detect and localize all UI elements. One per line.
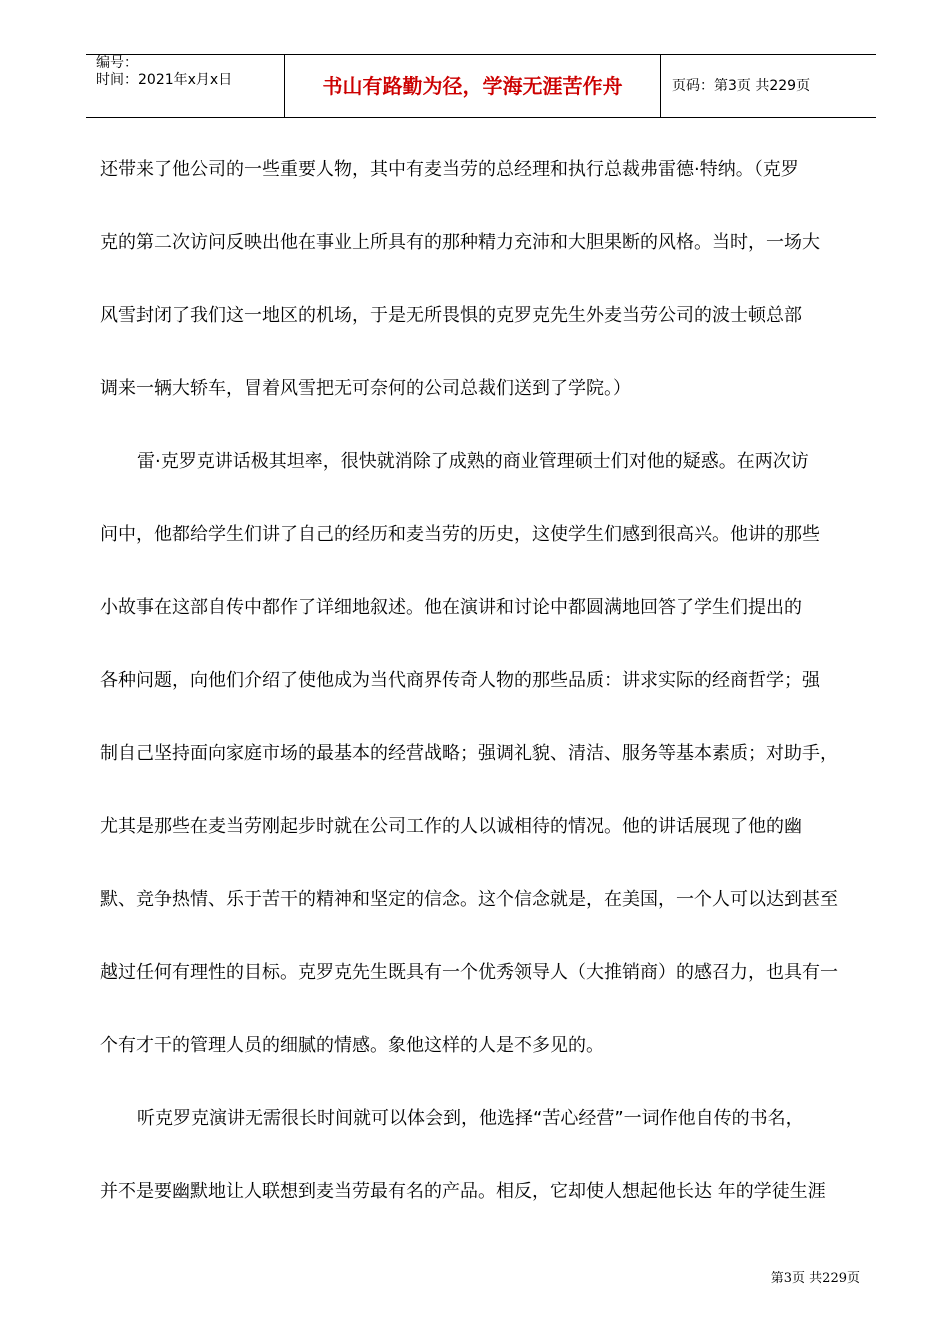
document-time-label: 时间：2021年x月x日 bbox=[96, 72, 233, 88]
header-meta bbox=[96, 55, 232, 89]
paragraph-first-line: 听克罗克演讲无需很长时间就可以体会到，他选择“苦心经营”一词作他自传的书名， bbox=[137, 1108, 804, 1129]
text-line: 各种问题，向他们介绍了使他成为当代商界传奇人物的那些品质：讲求实际的经商哲学；强 bbox=[100, 670, 820, 691]
document-number-label: 编号： bbox=[96, 55, 138, 71]
header-page-info: 页码：第3页 共229页 bbox=[672, 78, 811, 94]
text-line: 尤其是那些在麦当劳刚起步时就在公司工作的人以诚相待的情况。他的讲话展现了他的幽 bbox=[100, 816, 802, 837]
footer-page-number: 第3页 共229页 bbox=[770, 1271, 860, 1286]
text-line: 风雪封闭了我们这一地区的机场，于是无所畏惧的克罗克先生外麦当劳公司的波士顿总部 bbox=[100, 305, 802, 326]
page-header bbox=[86, 54, 876, 118]
document-body bbox=[100, 150, 860, 1245]
text-line: 问中，他都给学生们讲了自己的经历和麦当劳的历史，这使学生们感到很高兴。他讲的那些 bbox=[100, 524, 820, 545]
text-line: 并不是要幽默地让人联想到麦当劳最有名的产品。相反，它却使人想起他长达 年的学徒生涯 bbox=[100, 1181, 826, 1202]
text-line: 默、竞争热情、乐于苦干的精神和坚定的信念。这个信念就是，在美国，一个人可以达到甚至 bbox=[100, 889, 838, 910]
text-line: 制自己坚持面向家庭市场的最基本的经营战略；强调礼貌、清洁、服务等基本素质；对助手， bbox=[100, 743, 838, 764]
text-line: 克的第二次访问反映出他在事业上所具有的那种精力充沛和大胆果断的风格。当时，一场大 bbox=[100, 232, 820, 253]
paragraph-first-line: 雷·克罗克讲话极其坦率，很快就消除了成熟的商业管理硕士们对他的疑惑。在两次访 bbox=[137, 451, 809, 472]
text-line: 越过任何有理性的目标。克罗克先生既具有一个优秀领导人（大推销商）的感召力，也具有一 bbox=[100, 962, 838, 983]
text-line: 个有才干的管理人员的细腻的情感。象他这样的人是不多见的。 bbox=[100, 1035, 604, 1056]
text-line: 调来一辆大轿车，冒着风雪把无可奈何的公司总裁们送到了学院。） bbox=[100, 378, 631, 399]
header-divider-right bbox=[660, 55, 661, 117]
text-line: 小故事在这部自传中都作了详细地叙述。他在演讲和讨论中都圆满地回答了学生们提出的 bbox=[100, 597, 802, 618]
text-line: 还带来了他公司的一些重要人物，其中有麦当劳的总经理和执行总裁弗雷德·特纳。（克罗 bbox=[100, 159, 799, 180]
header-motto: 书山有路勤为径，学海无涯苦作舟 bbox=[322, 74, 623, 98]
